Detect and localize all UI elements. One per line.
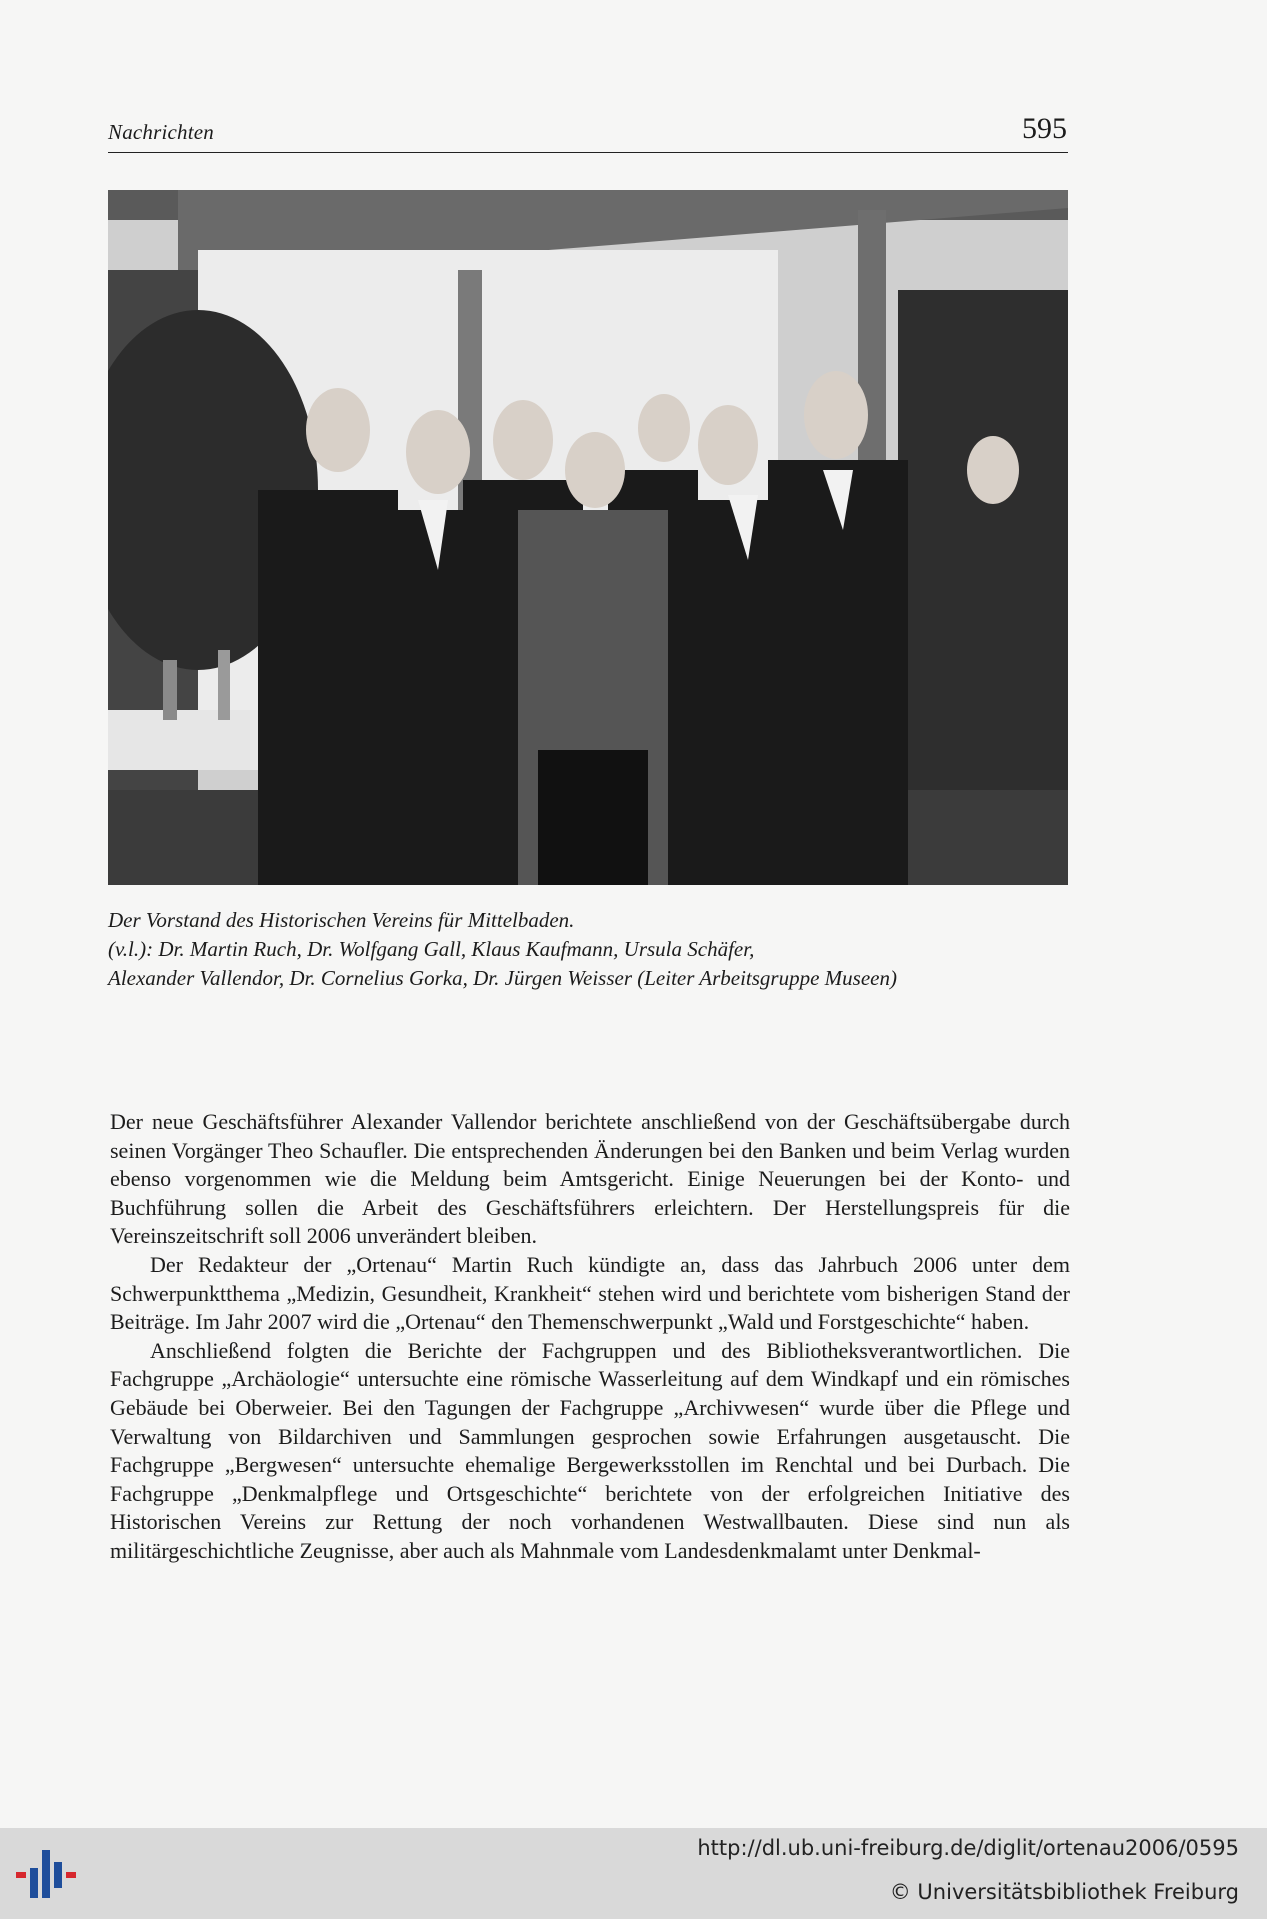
- footer-bar: [0, 1828, 1267, 1919]
- page-number: 595: [1022, 112, 1067, 145]
- caption-line: Alexander Vallendor, Dr. Cornelius Gorka, Dr. Jürgen Weisser (Leiter Arbeitsgruppe Museen): [108, 966, 897, 990]
- body-paragraph: Der Redakteur der „Ortenau“ Martin Ruch kündigte an, dass das Jahrbuch 2006 unter dem Schwerpunktthema „Medizin, Gesundheit, Krankheit“ stehen wird und berichtete vom bisherigen Stand der Beiträge. Im Jahr 2007 wird die „Ortenau“ den Themenschwerpunkt „Wald und Forstgeschichte“ haben.: [110, 1251, 1070, 1335]
- caption-line: (v.l.): Dr. Martin Ruch, Dr. Wolfgang Gall, Klaus Kaufmann, Ursula Schäfer,: [108, 937, 755, 961]
- group-photo: [108, 190, 1068, 885]
- body-paragraph: Anschließend folgten die Berichte der Fachgruppen und des Bibliotheksverantwortlichen. Die Fachgruppe „Archäologie“ untersuchte eine römische Wasserleitung auf dem Windkapf und ein römisches Gebäude bei Oberweier. Bei den Tagungen der Fachgruppe „Archivwesen“ wurde über die Pflege und Verwaltung von Bildarchiven und Sammlungen gesprochen sowie Erfahrungen ausgetauscht. Die Fachgruppe „Bergwesen“ untersuchte ehemalige Bergewerksstollen im Renchtal und bei Durbach. Die Fachgruppe „Denkmalpflege und Ortsgeschichte“ berichtete von der erfolgreichen Initiative des Historischen Vereins zur Rettung der noch vorhandenen Westwallbauten. Diese sind nun als militärgeschichtliche Zeugnisse, aber auch als Mahnmale vom Landesdenkmalamt unter Denkmal-: [110, 1337, 1070, 1563]
- article-body: [110, 1108, 1070, 1566]
- caption-line: Der Vorstand des Historischen Vereins für Mittelbaden.: [108, 908, 575, 932]
- running-header-section: Nachrichten: [108, 120, 215, 144]
- photo-caption: [108, 906, 1068, 993]
- source-url-link[interactable]: http://dl.ub.uni-freiburg.de/diglit/ortenau2006/0595: [697, 1836, 1239, 1860]
- copyright-notice: © Universitätsbibliothek Freiburg: [889, 1880, 1239, 1904]
- header-divider: [108, 152, 1068, 153]
- body-paragraph: Der neue Geschäftsführer Alexander Vallendor berichtete anschließend von der Geschäftsübergabe durch seinen Vorgänger Theo Schaufler. Die entsprechenden Änderungen bei den Banken und beim Verlag wurden ebenso vorgenommen wie die Meldung beim Amtsgericht. Einige Neuerungen bei der Konto- und Buchführung sollen die Arbeit des Geschäftsführers erleichtern. Der Herstellungspreis für die Vereinszeitschrift soll 2006 unverändert bleiben.: [110, 1109, 1070, 1249]
- ub-freiburg-logo-icon[interactable]: [14, 1842, 80, 1908]
